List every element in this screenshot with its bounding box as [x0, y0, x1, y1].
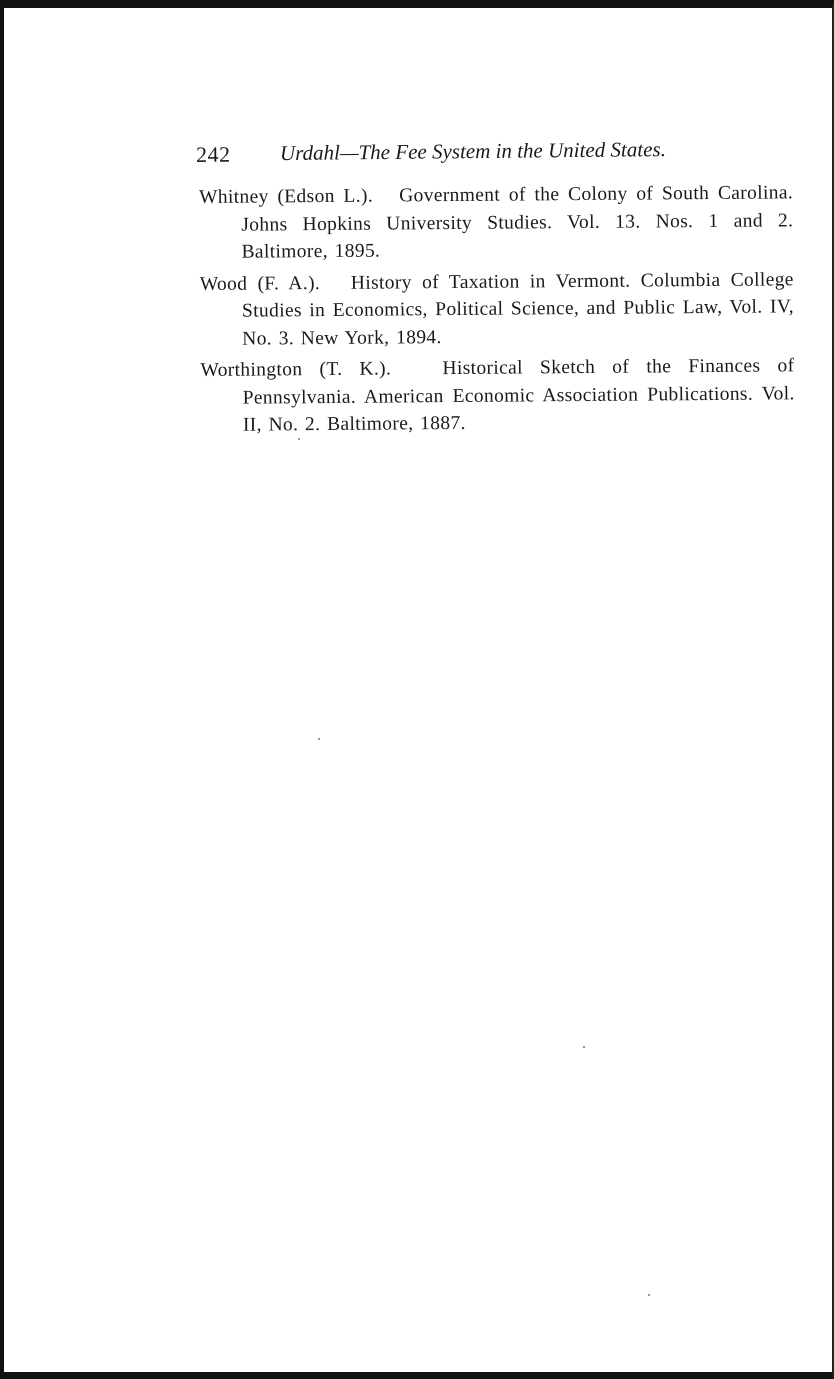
scan-speck	[583, 1046, 585, 1048]
page-number: 242	[195, 141, 231, 167]
entry-author: Worthington (T. K.).	[200, 358, 392, 381]
bibliography-entry	[199, 179, 794, 266]
bibliography-list	[199, 179, 795, 443]
entry-details: History of Taxation in Vermont. Columbia College Studies in Economics, Political Science, and Public Law, Vol. IV, No. 3. New York, 1894.	[241, 268, 795, 350]
scan-speck	[298, 438, 300, 440]
entry-author: Whitney (Edson L.).	[199, 185, 374, 208]
entry-details: Historical Sketch of the Finances of Pennsylvania. American Economic Association Publications. Vol. II, No. 2. Baltimore, 1887.	[242, 355, 795, 436]
bibliography-entry	[200, 266, 795, 353]
page-header	[196, 135, 716, 170]
scan-speck	[318, 738, 320, 740]
entry-details: Government of the Colony of South Carolina. Johns Hopkins University Studies. Vol. 13. Nos. 1 and 2. Baltimore, 1895.	[241, 182, 794, 263]
running-title: Urdahl—The Fee System in the United States.	[279, 137, 666, 166]
bibliography-entry	[200, 352, 795, 439]
entry-author: Wood (F. A.).	[199, 272, 321, 295]
scan-speck	[648, 1294, 650, 1296]
